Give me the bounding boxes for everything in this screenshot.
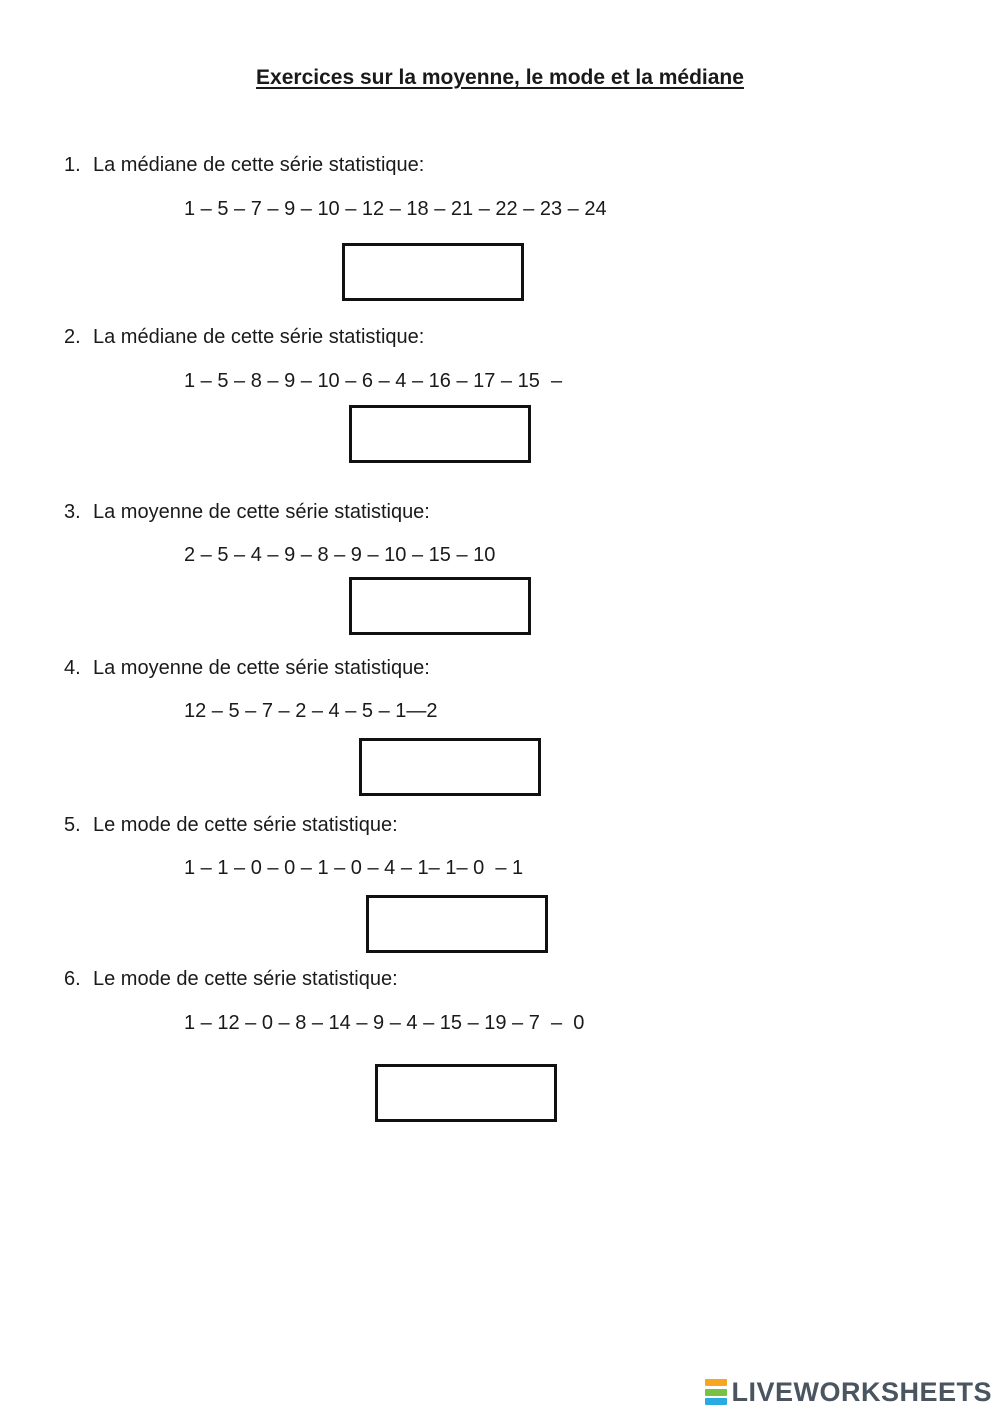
question-2-series: 1 – 5 – 8 – 9 – 10 – 6 – 4 – 16 – 17 – 15 – xyxy=(184,370,563,392)
question-1-answer-input[interactable] xyxy=(342,243,524,301)
question-5-answer-input[interactable] xyxy=(366,895,548,953)
question-5-prompt: Le mode de cette série statistique: xyxy=(93,814,398,836)
logo-bar-1 xyxy=(705,1379,727,1386)
question-2-number: 2. xyxy=(64,326,81,348)
logo-bar-3 xyxy=(705,1398,727,1405)
page-title: Exercices sur la moyenne, le mode et la médiane xyxy=(256,66,744,89)
question-5-label xyxy=(64,814,398,837)
question-1-prompt: La médiane de cette série statistique: xyxy=(93,154,425,176)
question-3-prompt: La moyenne de cette série statistique: xyxy=(93,501,430,523)
question-6-number: 6. xyxy=(64,968,81,990)
question-6-series: 1 – 12 – 0 – 8 – 14 – 9 – 4 – 15 – 19 – 7 – 0 xyxy=(184,1012,585,1034)
question-4-series: 12 – 5 – 7 – 2 – 4 – 5 – 1—2 xyxy=(184,700,438,722)
question-5-number: 5. xyxy=(64,814,81,836)
brand-text: LIVEWORKSHEETS xyxy=(731,1376,992,1407)
question-2-label xyxy=(64,326,424,349)
question-4-prompt: La moyenne de cette série statistique: xyxy=(93,657,430,679)
question-3-answer-input[interactable] xyxy=(349,577,531,635)
question-4-label xyxy=(64,657,430,680)
question-4-answer-input[interactable] xyxy=(359,738,541,796)
question-3-label xyxy=(64,501,430,524)
question-4-number: 4. xyxy=(64,657,81,679)
question-3-series: 2 – 5 – 4 – 9 – 8 – 9 – 10 – 15 – 10 xyxy=(184,544,496,566)
question-5-series: 1 – 1 – 0 – 0 – 1 – 0 – 4 – 1– 1– 0 – 1 xyxy=(184,857,524,879)
question-1-series: 1 – 5 – 7 – 9 – 10 – 12 – 18 – 21 – 22 – 23 – 24 xyxy=(184,198,607,220)
liveworksheets-logo-icon xyxy=(705,1379,727,1405)
question-2-prompt: La médiane de cette série statistique: xyxy=(93,326,425,348)
question-1-label xyxy=(64,154,424,177)
question-3-number: 3. xyxy=(64,501,81,523)
question-6-label xyxy=(64,968,398,991)
logo-bar-2 xyxy=(705,1389,727,1396)
liveworksheets-logo xyxy=(705,1377,992,1407)
question-6-answer-input[interactable] xyxy=(375,1064,557,1122)
question-6-prompt: Le mode de cette série statistique: xyxy=(93,968,398,990)
question-2-answer-input[interactable] xyxy=(349,405,531,463)
question-1-number: 1. xyxy=(64,154,81,176)
